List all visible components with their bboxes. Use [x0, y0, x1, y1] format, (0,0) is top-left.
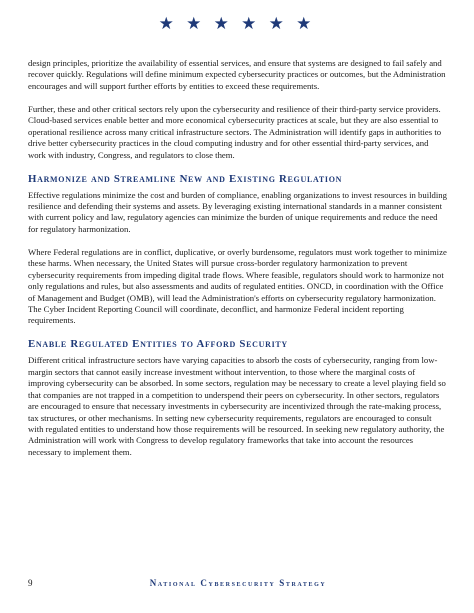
- paragraph: Effective regulations minimize the cost and burden of compliance, enabling organizations to invest resources in building resilience and defending their systems and assets. By leveraging existing international standards in a manner consistent with current policy and law, regulatory agencies can minimize the burden of unique requirements and reduce the need for regulatory harmonization.: [28, 189, 447, 234]
- section-heading: Harmonize and Streamline New and Existing Regulation: [28, 172, 343, 185]
- header-stars: ★ ★ ★ ★ ★ ★: [158, 14, 316, 33]
- paragraph: Further, these and other critical sectors rely upon the cybersecurity and resilience of their third-party service providers. Cloud-based services enable better and more economical cybersecurity practices at scale, but they are also essential to operational resilience across many critical infrastructure sectors. The Administration will identify gaps in authorities to drive better cybersecurity practices in the cloud computing industry and for other essential third-party services, and work with industry, Congress, and regulators to close them.: [28, 103, 442, 160]
- paragraph: Where Federal regulations are in conflict, duplicative, or overly burdensome, regulators must work together to minimize these harms. When necessary, the United States will pursue cross-border regulatory harmonization to prevent cybersecurity requirements from impeding digital trade flows. Where feasible, regulators should work to harmonize not only regulations and rules, but also assessments and audits of regulated entities. ONCD, in coordination with the Office of Management and Budget (OMB), will lead the Administration's efforts on cybersecurity regulatory harmonization. The Cyber Incident Reporting Council will coordinate, deconflict, and harmonize Federal incident reporting requirements.: [28, 246, 447, 326]
- page-number: 9: [28, 578, 33, 588]
- footer-title: National Cybersecurity Strategy: [149, 578, 327, 588]
- paragraph: Different critical infrastructure sectors have varying capacities to absorb the costs of cybersecurity, ranging from low-margin sectors that cannot easily increase investment without intervention, to those where the marginal costs of improving cybersecurity can be absorbed. In some sectors, regulation may be necessary to create a level playing field so that companies are not trapped in a competition to underspend their peers on cybersecurity. In other sectors, regulators are encouraged to ensure that necessary investments in cybersecurity are incentivized through the rate-making process, tax structures, or other mechanisms. In setting new cybersecurity requirements, regulators are encouraged to consult with regulated entities to understand how those requirements will be resourced. In seeking new regulatory authority, the Administration will work with Congress to develop regulatory frameworks that take into account the resources necessary to implement them.: [28, 355, 446, 457]
- document-body: [28, 58, 448, 470]
- paragraph: design principles, prioritize the availability of essential services, and ensure that systems are designed to fail safely and recover quickly. Regulations will define minimum expected cybersecurity practices or outcomes, but the Administration encourages and will support further efforts by entities to exceed these requirements.: [28, 58, 446, 91]
- section-heading: Enable Regulated Entities to Afford Security: [28, 338, 288, 351]
